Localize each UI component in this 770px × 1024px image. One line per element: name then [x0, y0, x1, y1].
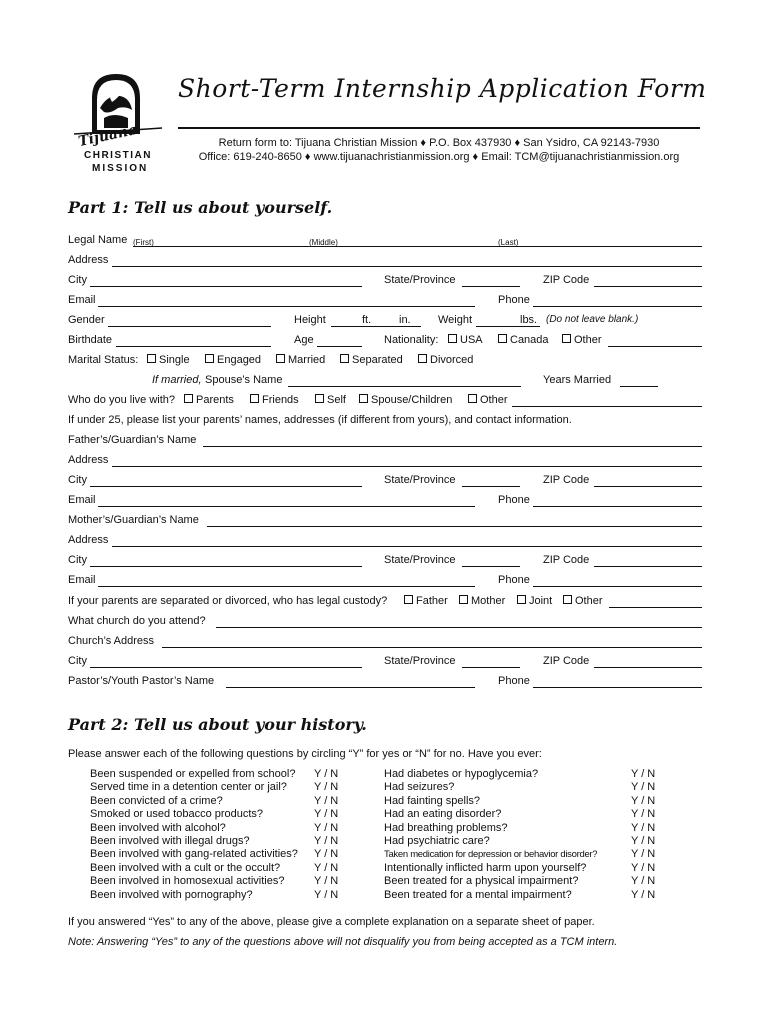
state-field[interactable]	[462, 274, 520, 287]
history-question: Had an eating disorder?	[384, 808, 502, 821]
nationality-other-option[interactable]: Other	[562, 333, 602, 347]
church-zip-label: ZIP Code	[543, 655, 590, 667]
yes-no-answer[interactable]: Y / N	[631, 861, 656, 874]
history-question: Taken medication for depression or behavior disorder?	[384, 849, 598, 861]
mother-address-field[interactable]	[112, 534, 702, 547]
mother-address-label: Address	[68, 534, 109, 546]
years-married-field[interactable]	[620, 374, 658, 387]
yes-no-answer[interactable]: Y / N	[314, 888, 339, 901]
father-email-field[interactable]	[98, 494, 475, 507]
logo-line2: MISSION	[92, 163, 149, 174]
pastor-name-label: Pastor’s/Youth Pastor’s Name	[68, 675, 215, 687]
marital-separated-option[interactable]: Separated	[340, 353, 403, 367]
checkbox-icon[interactable]	[498, 334, 507, 343]
zip-label: ZIP Code	[543, 274, 590, 286]
checkbox-icon[interactable]	[184, 394, 193, 403]
height-ft-unit: ft.	[362, 314, 372, 326]
yes-no-answer[interactable]: Y / N	[631, 821, 656, 834]
history-question: Smoked or used tobacco products?	[90, 808, 264, 821]
checkbox-icon[interactable]	[205, 354, 214, 363]
title-rule	[178, 127, 700, 129]
history-question: Been involved with illegal drugs?	[90, 835, 250, 847]
zip-field[interactable]	[594, 274, 702, 287]
state-label: State/Province	[384, 274, 456, 286]
nationality-usa-option[interactable]: USA	[448, 333, 483, 347]
height-in-unit: in.	[399, 314, 411, 326]
yes-no-answer[interactable]: Y / N	[314, 835, 339, 847]
gender-field[interactable]	[108, 314, 271, 327]
church-city-label: City	[68, 655, 87, 667]
history-question: Had diabetes or hypoglycemia?	[384, 768, 539, 780]
return-address-line: Return form to: Tijuana Christian Mission ♦ P.O. Box 437930 ♦ San Ysidro, CA 92143-7930	[218, 137, 660, 149]
history-question: Been involved in homosexual activities?	[90, 875, 285, 888]
history-question: Been treated for a mental impairment?	[384, 888, 572, 901]
custody-other-option[interactable]: Other	[563, 594, 603, 608]
checkbox-icon[interactable]	[517, 595, 526, 604]
last-name-caption: (Last)	[498, 238, 519, 247]
church-label: What church do you attend?	[68, 615, 206, 627]
age-field[interactable]	[317, 334, 362, 347]
checkbox-icon[interactable]	[448, 334, 457, 343]
mother-email-label: Email	[68, 574, 96, 586]
history-question: Had fainting spells?	[384, 794, 481, 807]
middle-name-caption: (Middle)	[309, 238, 338, 247]
father-address-label: Address	[68, 454, 109, 466]
yes-no-answer[interactable]: Y / N	[314, 861, 339, 874]
yes-no-answer[interactable]: Y / N	[314, 821, 339, 834]
father-state-field[interactable]	[462, 474, 520, 487]
marital-status-label: Marital Status:	[68, 354, 139, 366]
yes-no-answer[interactable]: Y / N	[314, 781, 339, 794]
part2-intro: Please answer each of the following questions by circling “Y” for yes or “N” for no. Have you ever:	[68, 748, 542, 760]
custody-label: If your parents are separated or divorced, who has legal custody?	[68, 595, 388, 607]
under25-instruction: If under 25, please list your parents’ names, addresses (if different from yours), and contact information.	[68, 414, 572, 426]
checkbox-icon[interactable]	[147, 354, 156, 363]
checkbox-icon[interactable]	[315, 394, 324, 403]
city-label: City	[68, 274, 87, 286]
part1-heading: Part 1: Tell us about yourself.	[68, 198, 333, 217]
marital-married-option[interactable]: Married	[276, 353, 325, 367]
tcm-logo	[70, 68, 166, 178]
yes-no-answer[interactable]: Y / N	[631, 848, 656, 861]
custody-mother-option[interactable]: Mother	[459, 594, 505, 608]
page-title: Short-Term Internship Application Form	[178, 74, 707, 103]
pastor-phone-field[interactable]	[533, 675, 702, 688]
father-name-field[interactable]	[203, 434, 702, 447]
disqualify-note: Note: Answering “Yes” to any of the questions above will not disqualify you from being accepted as a TCM intern.	[68, 936, 618, 948]
history-question: Served time in a detention center or jail?	[90, 781, 287, 794]
church-state-field[interactable]	[462, 655, 520, 668]
church-address-field[interactable]	[162, 635, 702, 648]
history-question: Been involved with alcohol?	[90, 821, 226, 834]
history-question: Been involved with gang-related activities?	[90, 848, 298, 861]
history-question: Been involved with a cult or the occult?	[90, 861, 281, 874]
logo-script-text: Tijuana	[76, 122, 139, 150]
weight-lbs-unit: lbs.	[520, 314, 538, 326]
yes-no-answer[interactable]: Y / N	[631, 781, 656, 794]
checkbox-icon[interactable]	[459, 595, 468, 604]
church-city-field[interactable]	[90, 655, 362, 668]
father-phone-field[interactable]	[533, 494, 702, 507]
yes-no-answer[interactable]: Y / N	[314, 808, 339, 821]
father-phone-label: Phone	[498, 494, 530, 506]
history-question: Been treated for a physical impairment?	[384, 875, 579, 888]
spouse-name-field[interactable]	[288, 374, 521, 387]
yes-no-answer[interactable]: Y / N	[631, 888, 656, 901]
phone-label: Phone	[498, 294, 530, 306]
address-label: Address	[68, 254, 109, 266]
marital-single-option[interactable]: Single	[147, 353, 190, 367]
phone-field[interactable]	[533, 294, 702, 307]
birthdate-field[interactable]	[116, 334, 271, 347]
father-city-field[interactable]	[90, 474, 362, 487]
marital-divorced-option[interactable]: Divorced	[418, 353, 473, 367]
checkbox-icon[interactable]	[276, 354, 285, 363]
checkbox-icon[interactable]	[340, 354, 349, 363]
yes-no-answer[interactable]: Y / N	[631, 835, 656, 847]
office-contact-line: Office: 619-240-8650 ♦ www.tijuanachristianmission.org ♦ Email: TCM@tijuanachristianmission.org	[198, 151, 680, 163]
mother-state-label: State/Province	[384, 554, 456, 566]
part2-heading: Part 2: Tell us about your history.	[68, 715, 367, 734]
yes-no-answer[interactable]: Y / N	[314, 848, 339, 861]
mother-zip-label: ZIP Code	[543, 554, 590, 566]
legal-name-field[interactable]	[133, 234, 702, 247]
custody-other-field[interactable]	[609, 595, 702, 608]
yes-no-answer[interactable]: Y / N	[314, 794, 339, 807]
email-label: Email	[68, 294, 96, 306]
history-question: Been convicted of a crime?	[90, 794, 223, 807]
mother-phone-field[interactable]	[533, 574, 702, 587]
weight-note: (Do not leave blank.)	[546, 314, 639, 325]
legal-name-label: Legal Name	[68, 234, 128, 246]
city-field[interactable]	[90, 274, 362, 287]
mother-phone-label: Phone	[498, 574, 530, 586]
checkbox-icon[interactable]	[404, 595, 413, 604]
history-question: Had breathing problems?	[384, 821, 508, 834]
nationality-label: Nationality:	[384, 334, 439, 346]
yes-no-answer[interactable]: Y / N	[631, 768, 656, 780]
mother-email-field[interactable]	[98, 574, 475, 587]
history-question: Intentionally inflicted harm upon yourself?	[384, 861, 587, 874]
email-field[interactable]	[98, 294, 475, 307]
church-zip-field[interactable]	[594, 655, 702, 668]
church-field[interactable]	[216, 615, 702, 628]
mother-name-label: Mother’s/Guardian’s Name	[68, 514, 199, 526]
yes-no-answer[interactable]: Y / N	[631, 808, 656, 821]
checkbox-icon[interactable]	[562, 334, 571, 343]
live-friends-option[interactable]: Friends	[250, 393, 299, 407]
father-address-field[interactable]	[112, 454, 702, 467]
if-married-label: If married,	[152, 374, 202, 386]
yes-no-answer[interactable]: Y / N	[314, 875, 339, 888]
live-other-field[interactable]	[512, 394, 702, 407]
checkbox-icon[interactable]	[468, 394, 477, 403]
father-zip-label: ZIP Code	[543, 474, 590, 486]
mother-city-field[interactable]	[90, 554, 362, 567]
years-married-label: Years Married	[543, 374, 612, 386]
pastor-phone-label: Phone	[498, 675, 530, 687]
mother-zip-field[interactable]	[594, 554, 702, 567]
custody-father-option[interactable]: Father	[404, 594, 448, 608]
father-city-label: City	[68, 474, 87, 486]
age-label: Age	[294, 334, 314, 346]
address-field[interactable]	[112, 254, 702, 267]
logo-emblem-icon	[70, 68, 166, 178]
first-name-caption: (First)	[133, 238, 154, 247]
explain-instruction: If you answered “Yes” to any of the above, please give a complete explanation on a separate sheet of paper.	[68, 916, 595, 928]
church-address-label: Church’s Address	[68, 635, 155, 647]
mother-state-field[interactable]	[462, 554, 520, 567]
history-question: Had seizures?	[384, 781, 455, 794]
live-spouse-children-option[interactable]: Spouse/Children	[359, 393, 452, 407]
nationality-canada-option[interactable]: Canada	[498, 333, 549, 347]
height-label: Height	[294, 314, 326, 326]
checkbox-icon[interactable]	[418, 354, 427, 363]
history-question: Been suspended or expelled from school?	[90, 768, 296, 780]
mother-name-field[interactable]	[207, 514, 702, 527]
yes-no-answer[interactable]: Y / N	[631, 794, 656, 807]
spouse-name-label: Spouse’s Name	[205, 374, 283, 386]
gender-label: Gender	[68, 314, 105, 326]
live-parents-option[interactable]: Parents	[184, 393, 234, 407]
father-zip-field[interactable]	[594, 474, 702, 487]
father-state-label: State/Province	[384, 474, 456, 486]
mother-city-label: City	[68, 554, 87, 566]
history-question: Been involved with pornography?	[90, 888, 253, 901]
live-other-option[interactable]: Other	[468, 393, 508, 407]
marital-engaged-option[interactable]: Engaged	[205, 353, 261, 367]
pastor-name-field[interactable]	[226, 675, 475, 688]
checkbox-icon[interactable]	[563, 595, 572, 604]
checkbox-icon[interactable]	[359, 394, 368, 403]
custody-joint-option[interactable]: Joint	[517, 594, 552, 608]
live-self-option[interactable]: Self	[315, 393, 346, 407]
birthdate-label: Birthdate	[68, 334, 113, 346]
yes-no-answer[interactable]: Y / N	[314, 768, 339, 780]
church-state-label: State/Province	[384, 655, 456, 667]
father-name-label: Father’s/Guardian’s Name	[68, 434, 197, 446]
logo-line1: CHRISTIAN	[84, 150, 152, 161]
yes-no-answer[interactable]: Y / N	[631, 875, 656, 888]
checkbox-icon[interactable]	[250, 394, 259, 403]
father-email-label: Email	[68, 494, 96, 506]
live-with-label: Who do you live with?	[68, 394, 175, 406]
weight-label: Weight	[438, 314, 473, 326]
history-question: Had psychiatric care?	[384, 835, 490, 847]
nationality-other-field[interactable]	[608, 334, 702, 347]
